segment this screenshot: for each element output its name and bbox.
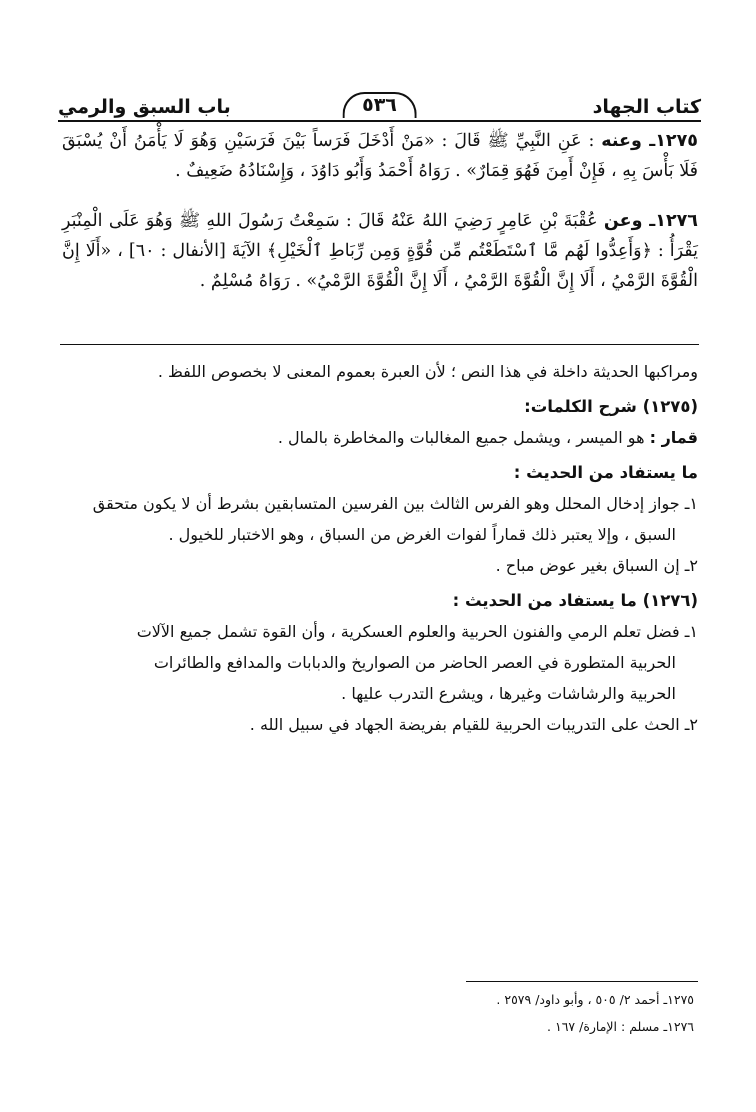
footnote: ١٢٧٦ـ مسلم : الإمارة/ ١٦٧ . [547, 1019, 694, 1034]
vocab-heading: (١٢٧٥) شرح الكلمات: [524, 397, 698, 416]
book-title: كتاب الجهاد [592, 96, 701, 118]
benefit-line: ٢ـ الحث على التدريبات الحربية للقيام بفريضة الجهاد في سبيل الله . [249, 715, 698, 734]
benefit-line: ١ـ جواز إدخال المحلل وهو الفرس الثالث بين الفرسين المتسابقين بشرط أن لا يكون متحقق [92, 494, 698, 513]
chapter-title: باب السبق والرمي [58, 96, 231, 118]
hadith-text: : عَنِ النَّبِيِّ ﷺ قَالَ : «مَنْ أَدْخَلَ فَرَساً بَيْنَ فَرَسَيْنِ وَهُوَ لَا يَأْمَنُ أَنْ يُسْبَقَ فَلَا بَأْسَ بِهِ ، فَإِنْ أَمِنَ فَهُوَ قِمَارٌ» . رَوَاهُ أَحْمَدُ وَأَبُو دَاوُدَ ، وَإِسْنَادُهُ ضَعِيفٌ . [62, 131, 698, 181]
page-number: ٥٣٦ [342, 92, 417, 118]
header-divider [58, 120, 701, 122]
vocab-entry [62, 422, 698, 453]
commentary [62, 356, 698, 740]
benefits-1276-heading: (١٢٧٦) ما يستفاد من الحديث : [452, 591, 698, 610]
commentary-intro: ومراكبها الحديثة داخلة في هذا النص ؛ لأن العبرة بعموم المعنى لا بخصوص اللفظ . [157, 362, 698, 381]
benefits-1275-heading: ما يستفاد من الحديث : [513, 463, 698, 482]
footnote: ١٢٧٥ـ أحمد ٢/ ٥٠٥ ، وأبو داود/ ٢٥٧٩ . [496, 992, 694, 1007]
benefit-line: ١ـ فضل تعلم الرمي والفنون الحربية والعلوم العسكرية ، وأن القوة تشمل جميع الآلات [136, 622, 698, 641]
hadith-number: ١٢٧٦ـ وعن [603, 211, 698, 231]
hadith-1276 [62, 206, 698, 296]
hadith-number: ١٢٧٥ـ وعنه [601, 131, 698, 151]
hadith-text: عُقْبَةَ بْنِ عَامِرٍ رَضِيَ اللهُ عَنْهُ قَالَ : سَمِعْتُ رَسُولَ اللهِ ﷺ وَهُوَ عَلَى الْمِنْبَرِ يَقْرَأُ : ﴿وَأَعِدُّوا لَهُم مَّا ٱسْتَطَعْتُم مِّن قُوَّةٍ وَمِن رِّبَاطِ ٱلْخَيْلِ﴾ الآيَةَ [الأنفال : ٦٠] ، «أَلَا إِنَّ الْقُوَّةَ الرَّمْيُ ، أَلَا إِنَّ الْقُوَّةَ الرَّمْيُ ، أَلَا إِنَّ الْقُوَّةَ الرَّمْيُ» . رَوَاهُ مُسْلِمٌ . [62, 211, 698, 291]
hadith-1275 [62, 126, 698, 186]
vocab-term: قمار : [649, 428, 698, 447]
benefit-line: السبق ، وإلا يعتبر ذلك قماراً لفوات الغرض من السباق ، وهو الاختبار للخيول . [168, 525, 676, 544]
vocab-definition: هو الميسر ، ويشمل جميع المغالبات والمخاطرة بالمال . [277, 428, 645, 447]
benefit-line: ٢ـ إن السباق بغير عوض مباح . [495, 556, 698, 575]
footnotes [200, 986, 694, 1040]
page-header [58, 82, 701, 118]
footnote-divider [466, 981, 698, 982]
benefit-line: الحربية المتطورة في العصر الحاضر من الصواريخ والدبابات والمدافع والطائرات [153, 653, 676, 672]
section-divider [60, 344, 699, 345]
benefit-line: الحربية والرشاشات وغيرها ، ويشرع التدرب عليها . [341, 684, 676, 703]
